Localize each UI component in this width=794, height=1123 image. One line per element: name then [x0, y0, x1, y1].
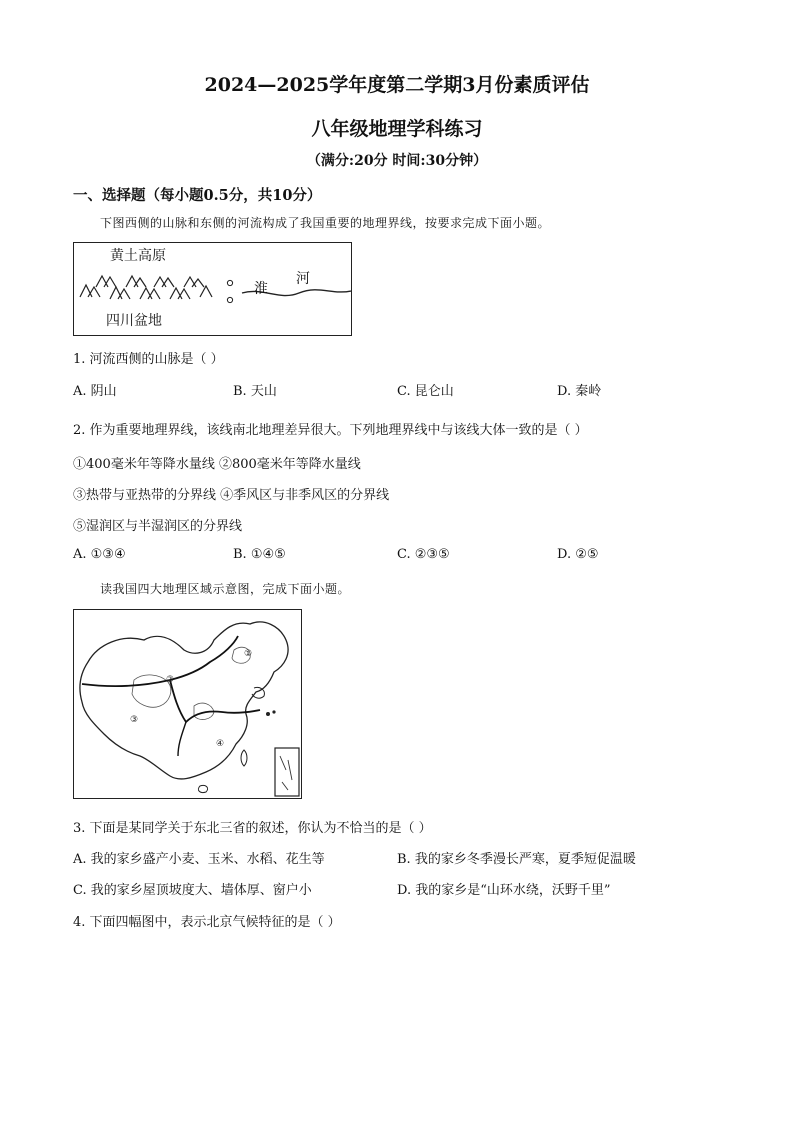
q3-option-c: C. 我的家乡屋顶坡度大、墙体厚、窗户小 [73, 883, 312, 898]
boundary-south [178, 722, 186, 756]
label-loess-plateau: 黄土高原 [110, 248, 166, 264]
q1-option-a: A. 阴山 [73, 384, 117, 399]
q2-option-d: D. ②⑤ [557, 547, 599, 562]
q2-option-c: C. ②③⑤ [397, 547, 450, 562]
section-heading: 一、选择题（每小题0.5分，共10分） [73, 187, 322, 204]
bohai-coast [252, 687, 264, 698]
q3-option-b: B. 我的家乡冬季漫长严寒，夏季短促温暖 [397, 852, 636, 867]
china-outline [80, 622, 288, 779]
q3-option-d: D. 我的家乡是“山环水绕，沃野千里” [397, 883, 611, 898]
q4-stem: 4. 下面四幅图中，表示北京气候特征的是（ ） [73, 915, 341, 930]
label-sichuan-basin: 四川盆地 [106, 313, 162, 329]
tibet-texture [132, 675, 171, 707]
boundary-north-northwest [82, 636, 238, 686]
region-3-label: ③ [130, 715, 139, 725]
exam-subtitle: 八年级地理学科练习 [311, 118, 483, 140]
city-dot-icon [227, 280, 232, 285]
q1-option-b: B. 天山 [233, 384, 277, 399]
mountain-symbols [80, 276, 212, 299]
q3-stem: 3. 下面是某同学关于东北三省的叙述，你认为不恰当的是（ ） [73, 821, 432, 836]
figure2-intro: 读我国四大地理区域示意图，完成下面小题。 [100, 582, 351, 596]
region-4-label: ④ [216, 739, 225, 749]
q1-option-c: C. 昆仑山 [397, 384, 454, 399]
figure1-qinling-huaihe [73, 242, 352, 336]
inset-islands [280, 756, 292, 790]
q2-statement-5: ⑤湿润区与半湿润区的分界线 [73, 519, 243, 534]
exam-title: 2024—2025学年度第二学期3月份素质评估 [204, 74, 590, 96]
q3-option-a: A. 我的家乡盛产小麦、玉米、水稻、花生等 [73, 852, 325, 867]
figure2-four-regions-map [73, 609, 302, 799]
figure2-drawing [74, 610, 301, 798]
q2-option-a: A. ①③④ [73, 547, 126, 562]
q2-statements-3-4: ③热带与亚热带的分界线 ④季风区与非季风区的分界线 [73, 488, 390, 503]
exam-meta: （满分:20分 时间:30分钟） [306, 153, 488, 169]
city-dot-icon [227, 297, 232, 302]
figure1-intro: 下图西侧的山脉和东侧的河流构成了我国重要的地理界线，按要求完成下面小题。 [100, 216, 551, 230]
q2-statements-1-2: ①400毫米年等降水量线 ②800毫米年等降水量线 [73, 457, 361, 472]
island-icon [272, 710, 275, 713]
taiwan-island [241, 750, 247, 766]
region-1-label: ① [244, 649, 253, 659]
q1-option-d: D. 秦岭 [557, 384, 602, 399]
q1-stem: 1. 河流西侧的山脉是（ ） [73, 352, 224, 367]
q2-stem: 2. 作为重要地理界线，该线南北地理差异很大。下列地理界线中与该线大体一致的是（ ） [73, 423, 588, 438]
q2-option-b: B. ①④⑤ [233, 547, 286, 562]
figure1-drawing [74, 243, 351, 335]
island-icon [266, 712, 270, 716]
hainan-island [198, 785, 207, 792]
label-he: 河 [296, 271, 310, 287]
label-huai: 淮 [254, 281, 268, 297]
region-2-label: ② [166, 675, 175, 685]
